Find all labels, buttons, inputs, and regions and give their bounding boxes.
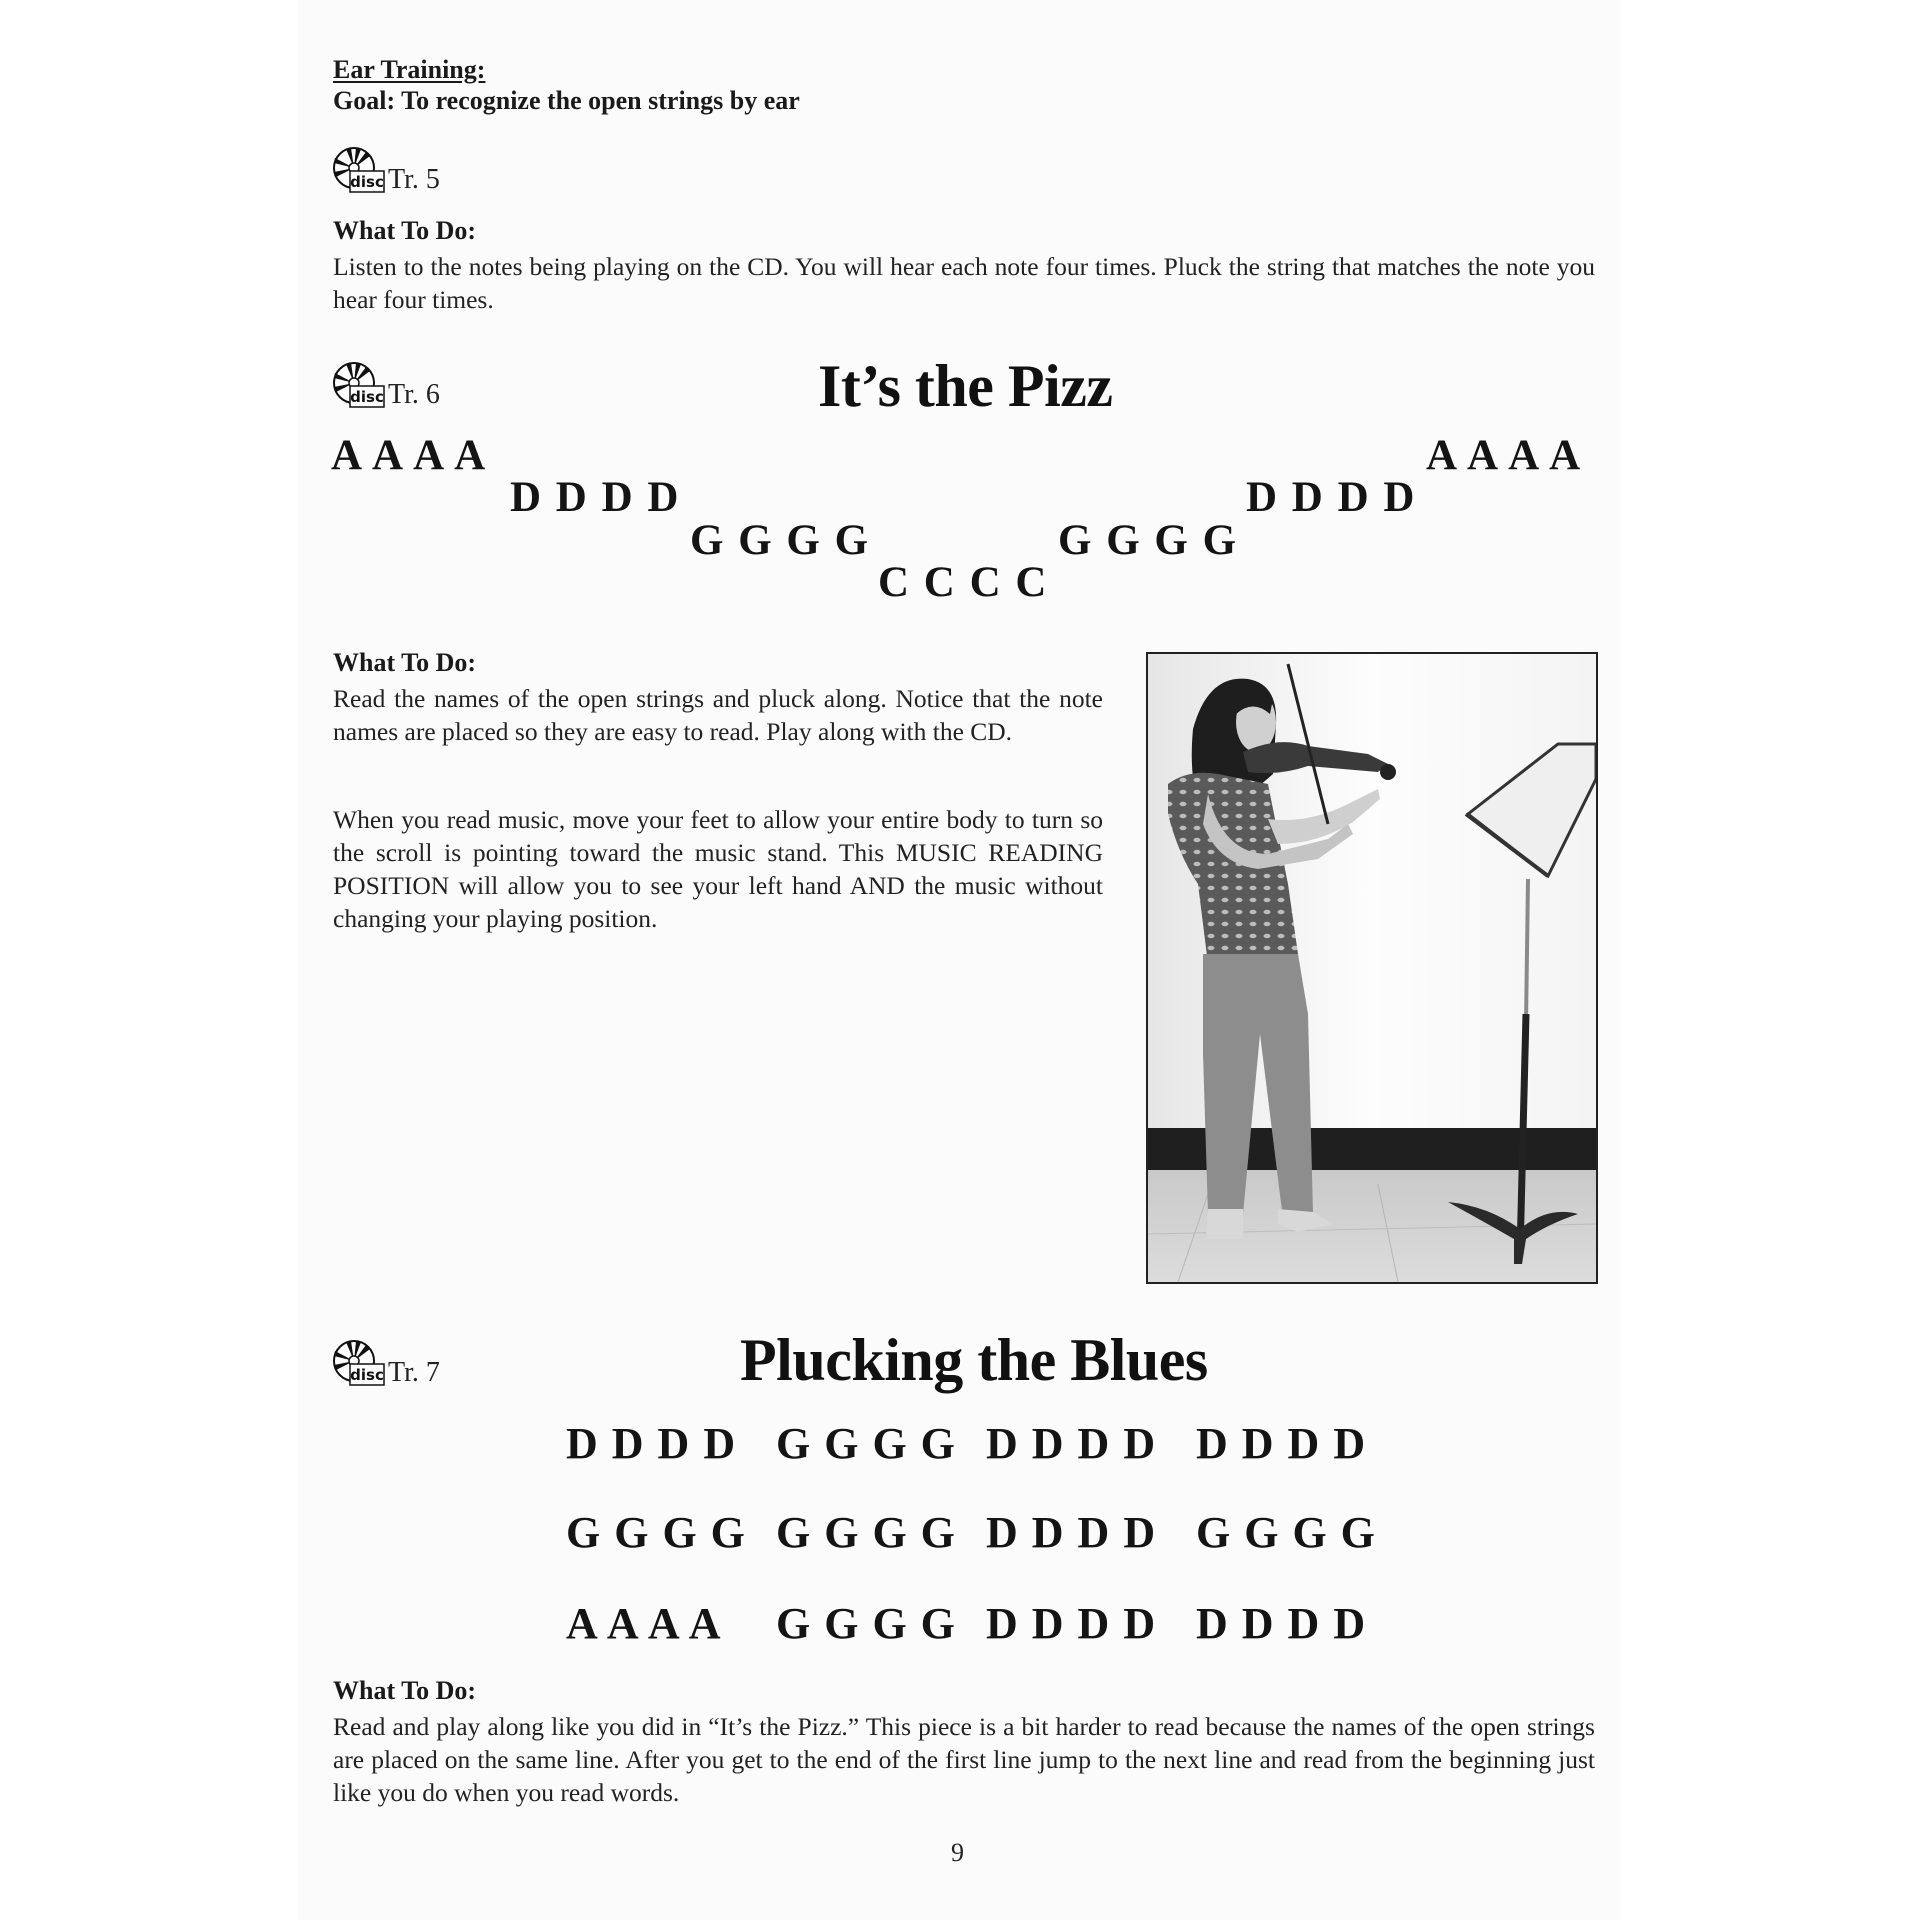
what-to-do-heading: What To Do: [333, 216, 477, 245]
pizz-instructions-paragraph-1: Read the names of the open strings and pluck along. Notice that the note names are placed so they are easy to read. Play along with the CD. [333, 684, 1103, 746]
track-5-marker [330, 146, 440, 194]
notes-a-right: A A A A [1426, 432, 1581, 479]
pizz-instructions-paragraph-2: When you read music, move your feet to allow your entire body to turn so the scroll is pointing toward the music stand. This MUSIC READING POSITION will allow you to see your left hand AND the music without changing your playing position. [333, 805, 1103, 933]
svg-text:disc: disc [350, 1366, 384, 1384]
compact-disc-icon [330, 1339, 386, 1387]
compact-disc-icon [330, 146, 386, 194]
note-group: G G G G [776, 1508, 955, 1557]
track-number: Tr. 5 [388, 164, 440, 195]
note-group: A A A A [566, 1599, 721, 1648]
notes-a-left: A A A A [331, 432, 486, 479]
track-number: Tr. 7 [388, 1357, 440, 1388]
notes-c-center: C C C C [878, 559, 1047, 606]
note-group: D D D D [986, 1419, 1156, 1468]
note-group: D D D D [566, 1419, 736, 1468]
note-group: G G G G [776, 1419, 955, 1468]
track-7-marker [330, 1339, 440, 1387]
note-group: D D D D [986, 1508, 1156, 1557]
page-number: 9 [951, 1838, 964, 1867]
note-group: D D D D [1196, 1599, 1366, 1648]
notes-d-left: D D D D [510, 474, 679, 521]
note-group: D D D D [1196, 1419, 1366, 1468]
track-6-marker [330, 361, 440, 409]
song-title-plucking-the-blues: Plucking the Blues [740, 1327, 1208, 1393]
note-group: G G G G [776, 1599, 955, 1648]
compact-disc-icon [330, 361, 386, 409]
notes-g-right: G G G G [1058, 517, 1237, 564]
notes-g-left: G G G G [690, 517, 869, 564]
what-to-do-heading: What To Do: [333, 1676, 477, 1705]
note-group: D D D D [986, 1599, 1156, 1648]
track-number: Tr. 6 [388, 379, 440, 410]
ear-training-goal: Goal: To recognize the open strings by ear [333, 86, 800, 115]
what-to-do-heading: What To Do: [333, 648, 477, 677]
ear-training-instructions: Listen to the notes being playing on the CD. You will hear each note four times. Pluck the string that matches the note you hear four times. [333, 252, 1595, 314]
notes-d-right: D D D D [1246, 474, 1415, 521]
ear-training-heading: Ear Training: [333, 55, 486, 84]
svg-text:disc: disc [350, 388, 384, 406]
note-group: G G G G [566, 1508, 745, 1557]
note-group: G G G G [1196, 1508, 1375, 1557]
song-title-its-the-pizz: It’s the Pizz [818, 353, 1113, 419]
photo-music-reading-position [1146, 652, 1598, 1284]
blues-instructions: Read and play along like you did in “It’s the Pizz.” This piece is a bit harder to read because the names of the open strings are placed on the same line. After you get to the end of the first line jump to the next line and read from the beginning just like you do when you read words. [333, 1712, 1595, 1807]
svg-text:disc: disc [350, 173, 384, 191]
